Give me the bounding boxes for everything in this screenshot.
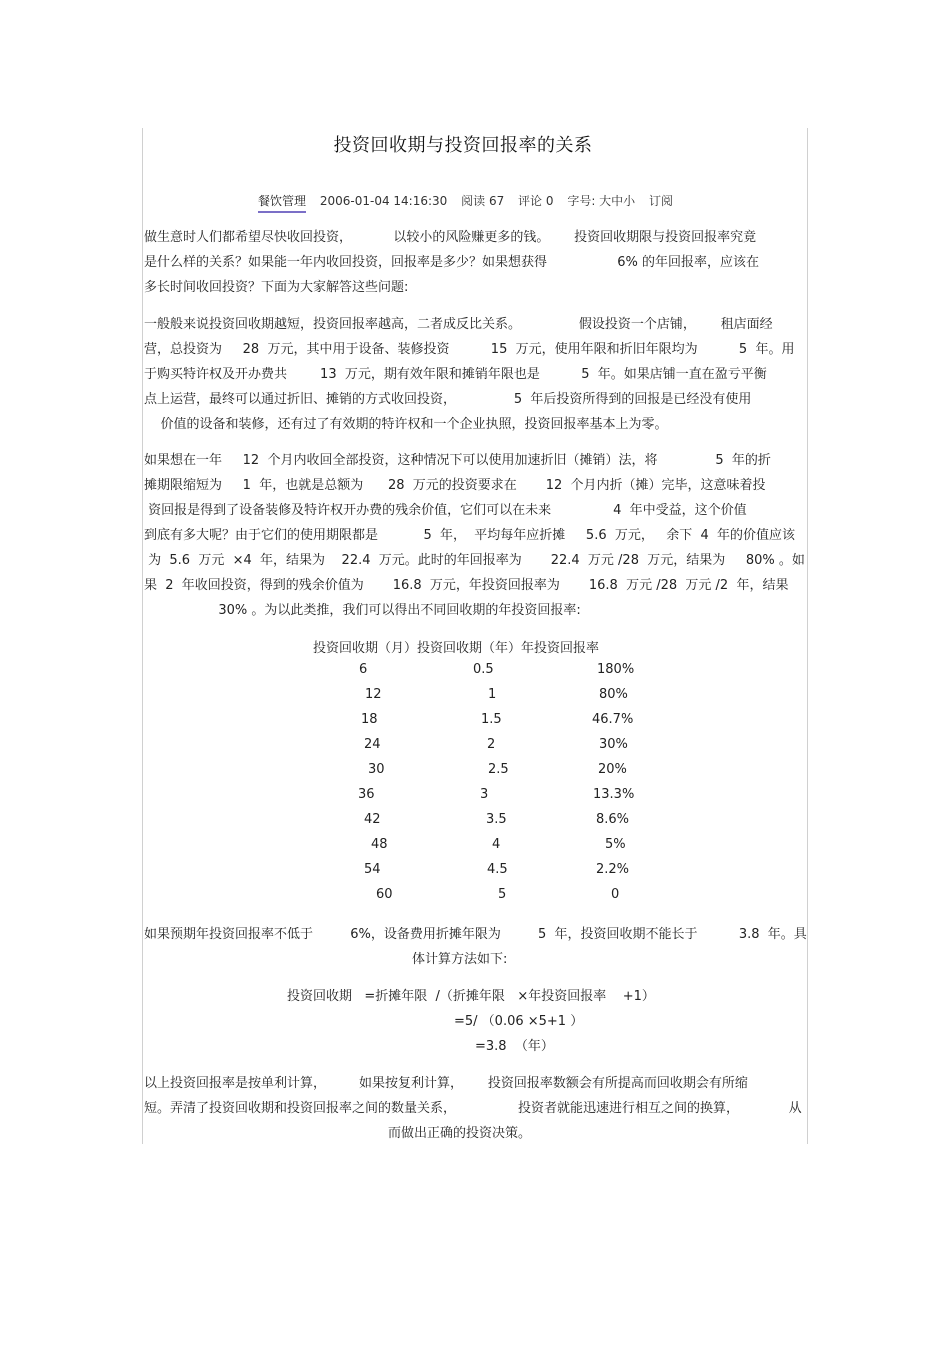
text-line: 于购买特许权及开办费共 13 万元，期有效年限和摊销年限也是 5 年。如果店铺一直在盈亏平衡 — [144, 367, 767, 382]
cell-years: 0.5 — [473, 662, 494, 677]
text-line: 短。弄清了投资回收期和投资回报率之间的数量关系， 投资者就能迅速进行相互之间的换算， 从 — [144, 1101, 802, 1116]
cell-months: 6 — [359, 662, 368, 677]
cell-rate: 2.2% — [596, 862, 630, 877]
table-row — [0, 812, 950, 837]
category-link[interactable]: 餐饮管理 — [258, 194, 306, 213]
table-row — [0, 862, 950, 887]
cell-years: 2.5 — [488, 762, 509, 777]
cell-months: 54 — [364, 862, 381, 877]
cell-rate: 8.6% — [596, 812, 630, 827]
cell-months: 30 — [368, 762, 385, 777]
subscribe-link[interactable]: 订阅 — [649, 194, 674, 208]
text-line: 一般般来说投资回收期越短，投资回报率越高，二者成反比关系。 假设投资一个店铺， 租店面经 — [144, 317, 773, 332]
formula-line: =5/ （0.06 ×5+1 ） — [454, 1014, 584, 1029]
cell-years: 4 — [492, 837, 501, 852]
formula-line: 投资回收期 =折摊年限 /（折摊年限 ×年投资回报率 +1） — [287, 989, 655, 1004]
comment-count[interactable]: 评论 0 — [518, 194, 554, 208]
text-line: 为 5.6 万元 ×4 年，结果为 22.4 万元。此时的年回报率为 22.4 万元 /28 万元，结果为 80% 。如 — [144, 553, 805, 568]
cell-months: 60 — [376, 887, 393, 902]
cell-months: 18 — [361, 712, 378, 727]
table-row — [0, 887, 950, 912]
text-line: 多长时间收回投资？下面为大家解答这些问题: — [144, 280, 409, 295]
text-line: 摊期限缩短为 1 年，也就是总额为 28 万元的投资要求在 12 个月内折（摊）完毕，这意味着投 — [144, 478, 766, 493]
text-line: 如果预期年投资回报率不低于 6%，设备费用折摊年限为 5 年，投资回收期不能长于 3.8 年。具 — [144, 927, 807, 942]
table-header: 投资回收期（月）投资回收期（年）年投资回报率 — [313, 641, 600, 656]
paragraph-intro — [144, 225, 804, 300]
font-size-selector[interactable]: 字号: 大中小 — [567, 194, 636, 208]
table-row — [0, 662, 950, 687]
read-count: 阅读 67 — [461, 194, 505, 208]
table-row — [0, 762, 950, 787]
cell-years: 1.5 — [481, 712, 502, 727]
text-line: 果 2 年收回投资，得到的残余价值为 16.8 万元，年投资回报率为 16.8 万元 /28 万元 /2 年，结果 — [144, 578, 789, 593]
table-row — [0, 837, 950, 862]
text-line: 资回报是得到了设备装修及特许权开办费的残余价值，它们可以在未来 4 年中受益，这个价值 — [144, 503, 747, 518]
text-line: 到底有多大呢？由于它们的使用期限都是 5 年， 平均每年应折摊 5.6 万元， 余下 4 年的价值应该 — [144, 528, 796, 543]
cell-months: 48 — [371, 837, 388, 852]
text-line: 做生意时人们都希望尽快收回投资， 以较小的风险赚更多的钱。 投资回收期限与投资回报率究竟 — [144, 230, 757, 245]
cell-years: 1 — [488, 687, 497, 702]
text-line: 体计算方法如下: — [412, 952, 508, 967]
cell-years: 5 — [498, 887, 507, 902]
table-row — [0, 687, 950, 712]
cell-rate: 5% — [605, 837, 626, 852]
article-meta — [258, 192, 683, 209]
cell-months: 12 — [365, 687, 382, 702]
text-line: 是什么样的关系？如果能一年内收回投资，回报率是多少？如果想获得 6% 的年回报率，应该在 — [144, 255, 760, 270]
cell-rate: 20% — [598, 762, 627, 777]
cell-months: 42 — [364, 812, 381, 827]
paragraph-calculation — [144, 448, 804, 623]
formula-line: =3.8 （年） — [475, 1039, 554, 1054]
text-line: 以上投资回报率是按单利计算， 如果按复利计算， 投资回报率数额会有所提高而回收期会有所缩 — [144, 1076, 748, 1091]
cell-months: 36 — [358, 787, 375, 802]
text-line: 营，总投资为 28 万元，其中用于设备、装修投资 15 万元，使用年限和折旧年限均为 5 年。用 — [144, 342, 795, 357]
cell-years: 2 — [487, 737, 496, 752]
cell-years: 4.5 — [487, 862, 508, 877]
text-line: 如果想在一年 12 个月内收回全部投资，这种情况下可以使用加速折旧（摊销）法，将 5 年的折 — [144, 453, 771, 468]
text-line: 30% 。为以此类推，我们可以得出不同回收期的年投资回报率: — [144, 603, 581, 618]
text-line: 而做出正确的投资决策。 — [388, 1126, 532, 1141]
article-title: 投资回收期与投资回报率的关系 — [333, 135, 593, 156]
text-line: 点上运营，最终可以通过折旧、摊销的方式收回投资， 5 年后投资所得到的回报是已经没有使用 — [144, 392, 752, 407]
cell-years: 3.5 — [486, 812, 507, 827]
cell-years: 3 — [480, 787, 489, 802]
cell-rate: 46.7% — [592, 712, 634, 727]
paragraph-conclusion — [144, 1071, 804, 1146]
cell-rate: 0 — [611, 887, 620, 902]
cell-rate: 180% — [597, 662, 635, 677]
paragraph-condition — [144, 922, 807, 972]
text-line: 价值的设备和装修，还有过了有效期的特许权和一个企业执照，投资回报率基本上为零。 — [144, 417, 668, 432]
cell-months: 24 — [364, 737, 381, 752]
post-datetime: 2006-01-04 14:16:30 — [319, 194, 448, 208]
cell-rate: 80% — [599, 687, 628, 702]
table-row — [0, 712, 950, 737]
paragraph-example — [144, 312, 804, 437]
cell-rate: 30% — [599, 737, 628, 752]
cell-rate: 13.3% — [593, 787, 635, 802]
table-row — [0, 737, 950, 762]
table-row — [0, 787, 950, 812]
